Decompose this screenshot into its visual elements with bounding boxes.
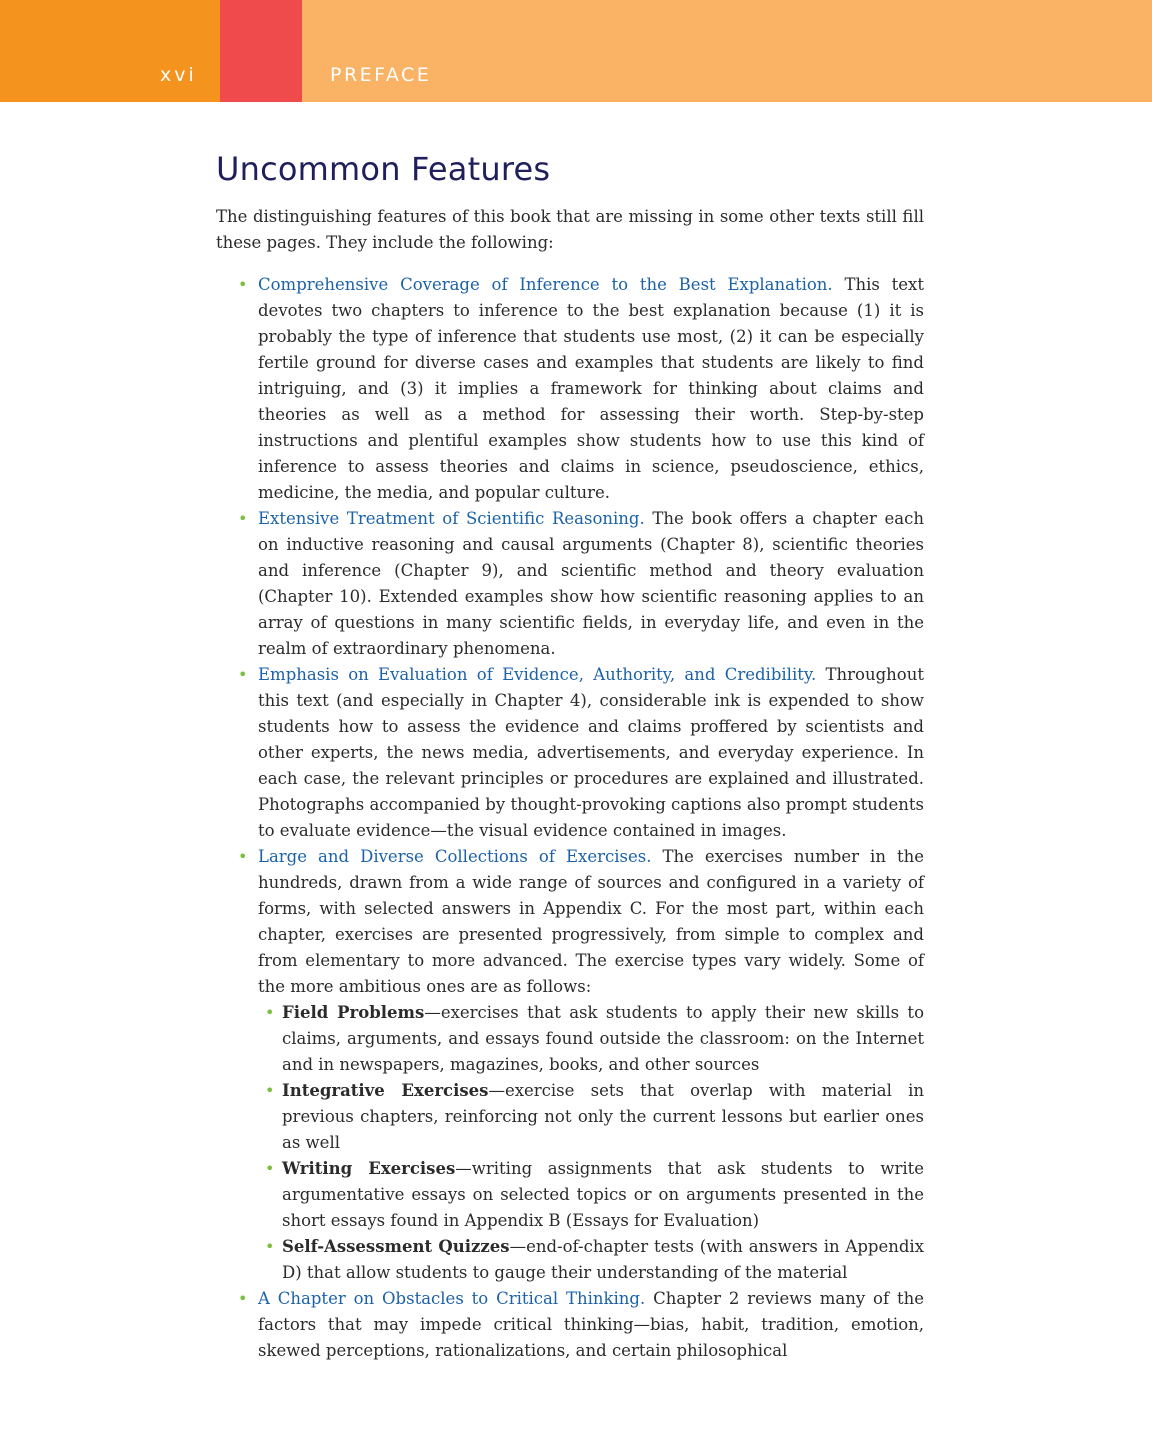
feature-item [216,1286,924,1364]
bullet-icon: • [238,509,248,528]
header-band-right [302,0,1152,102]
bullet-icon: • [238,275,248,294]
bullet-icon: • [238,665,248,684]
section-title: Uncommon Features [216,150,551,188]
feature-lead: Comprehensive Coverage of Inference to the Best Explanation. [258,275,833,294]
header-band-middle [220,0,302,102]
feature-lead: Large and Diverse Collections of Exercises. [258,847,652,866]
exercise-type-lead: Integrative Exercises [282,1081,489,1100]
exercise-type-lead: Writing Exercises [282,1159,456,1178]
exercise-type-text: —end-of-chapter tests (with answers in Appendix D) that allow students to gauge their understanding of the material [282,1237,924,1282]
page-number: xvi [160,64,197,86]
header-band-left [0,0,220,102]
running-head: PREFACE [330,64,432,86]
exercise-type-item [258,1078,924,1156]
feature-text: The exercises number in the hundreds, drawn from a wide range of sources and configured in a variety of forms, with selected answers in Appendix C. For the most part, within each chapter, exercises are presented progressively, from simple to complex and from elementary to more advanced. The exercise types vary widely. Some of the more ambitious ones are as follows: [258,847,924,996]
exercise-type-item [258,1000,924,1078]
exercise-type-lead: Field Problems [282,1003,425,1022]
feature-list [216,272,924,1364]
feature-lead: Extensive Treatment of Scientific Reasoning. [258,509,645,528]
feature-item [216,506,924,662]
bullet-icon: • [238,1289,248,1308]
bullet-icon: • [265,1003,275,1022]
feature-text: The book offers a chapter each on inductive reasoning and causal arguments (Chapter 8), scientific theories and inference (Chapter 9), and scientific method and theory evaluation (Chapter 10). Extended examples show how scientific reasoning applies to an array of questions in many scientific fields, in everyday life, and even in the realm of extraordinary phenomena. [258,509,924,658]
feature-text: Throughout this text (and especially in Chapter 4), considerable ink is expended to show students how to assess the evidence and claims proffered by scientists and other experts, the news media, advertisements, and everyday experience. In each case, the relevant principles or procedures are explained and illustrated. Photographs accompanied by thought-provoking captions also prompt students to evaluate evidence—the visual evidence contained in images. [258,665,924,840]
feature-lead: Emphasis on Evaluation of Evidence, Authority, and Credibility. [258,665,817,684]
feature-item [216,662,924,844]
bullet-icon: • [265,1081,275,1100]
exercise-type-item [258,1156,924,1234]
feature-lead: A Chapter on Obstacles to Critical Thinking. [258,1289,646,1308]
feature-item [216,272,924,506]
bullet-icon: • [238,847,248,866]
bullet-icon: • [265,1237,275,1256]
exercise-type-item [258,1234,924,1286]
bullet-icon: • [265,1159,275,1178]
exercise-type-text: —writing assignments that ask students to write argumentative essays on selected topics or on arguments presented in the short essays found in Appendix B (Essays for Evaluation) [282,1159,924,1230]
feature-item [216,844,924,1286]
exercise-type-lead: Self-Assessment Quizzes [282,1237,510,1256]
page-header [0,0,1152,102]
exercise-type-text: —exercises that ask students to apply their new skills to claims, arguments, and essays found outside the classroom: on the Internet and in newspapers, magazines, books, and other sources [282,1003,924,1074]
feature-text: This text devotes two chapters to inference to the best explanation because (1) it is probably the type of inference that students use most, (2) it can be especially fertile ground for diverse cases and examples that students are likely to find intriguing, and (3) it implies a framework for thinking about claims and theories as well as a method for assessing their worth. Step-by-step instructions and plentiful examples show students how to use this kind of inference to assess theories and claims in science, pseudoscience, ethics, medicine, the media, and popular culture. [258,275,924,502]
section-intro: The distinguishing features of this book that are missing in some other texts still fill these pages. They include the following: [216,207,924,252]
page-content [216,150,924,1364]
exercise-type-text: —exercise sets that overlap with material in previous chapters, reinforcing not only the current lessons but earlier ones as well [282,1081,924,1152]
exercise-type-list [258,1000,924,1286]
feature-text: Chapter 2 reviews many of the factors that may impede critical thinking—bias, habit, tradition, emotion, skewed perceptions, rationalizations, and certain philosophical [258,1289,924,1360]
